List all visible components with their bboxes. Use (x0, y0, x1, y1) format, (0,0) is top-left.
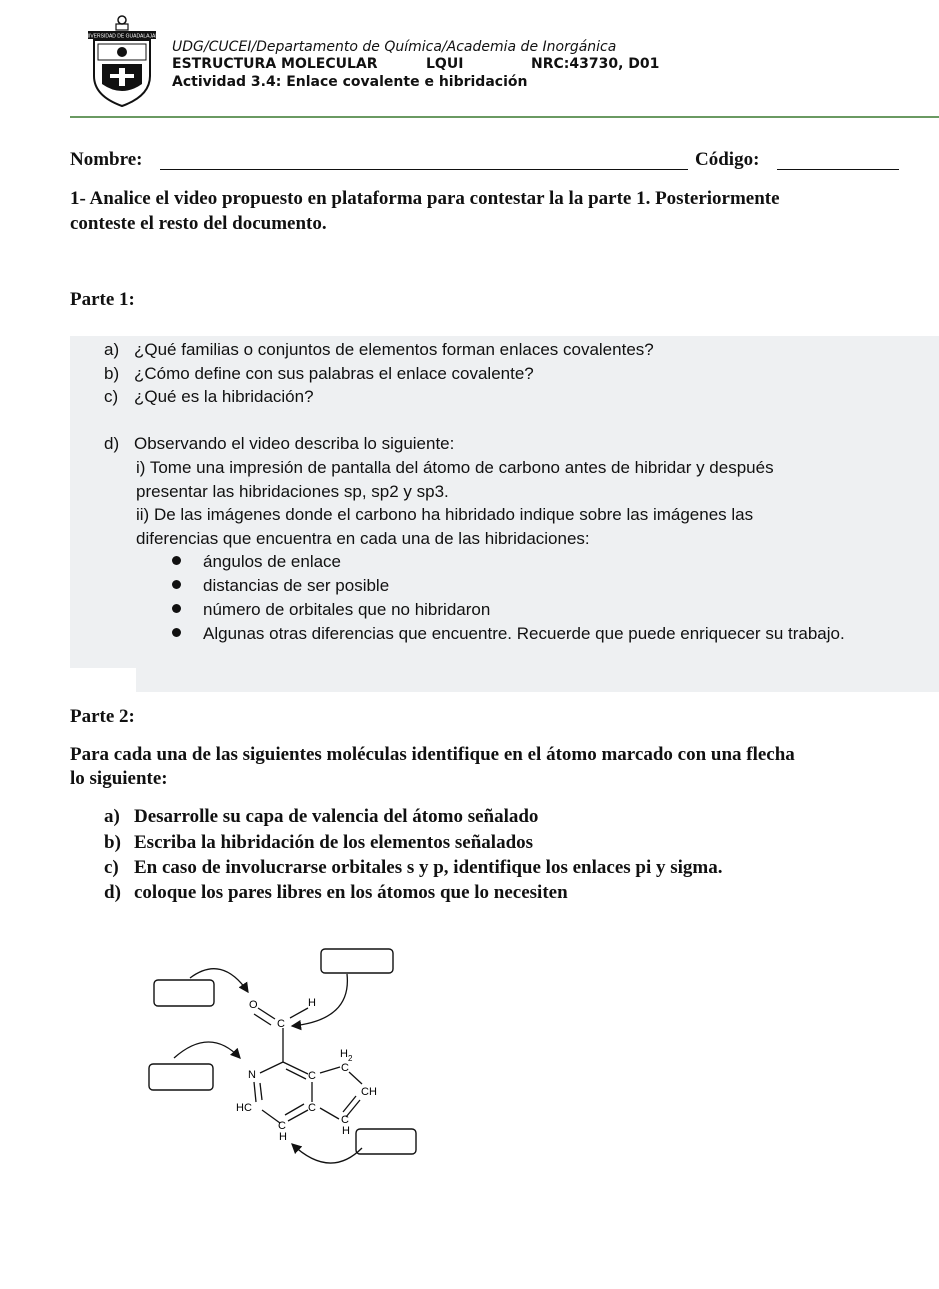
question-d-i-line-2: presentar las hibridaciones sp, sp2 y sp3. (136, 482, 449, 501)
instruction-line-1: 1- Analice el video propuesto en plataforma para contestar la la parte 1. Posteriormente (70, 188, 780, 209)
header-activity: Actividad 3.4: Enlace covalente e hibridación (172, 74, 528, 90)
part2-title: Parte 2: (70, 706, 135, 727)
bullet-icon (172, 580, 181, 589)
atom-bottom-carbon: C (278, 1120, 286, 1132)
bullet-item (172, 574, 389, 598)
part2-item-b-label: b) (104, 832, 121, 853)
bullet-icon (172, 628, 181, 637)
instruction-line-2: conteste el resto del documento. (70, 213, 327, 234)
question-b-text: ¿Cómo define con sus palabras el enlace covalente? (134, 364, 534, 383)
part2-item-a (104, 806, 538, 828)
molecule-diagram (140, 940, 440, 1170)
part2-item-a-text: Desarrolle su capa de valencia del átomo señalado (134, 806, 539, 827)
code-label: Código: (695, 149, 760, 170)
atom-five-ring-hydrogen: H (342, 1125, 350, 1137)
question-d-text: Observando el video describa lo siguiente: (134, 434, 455, 453)
university-logo (81, 14, 163, 108)
bullet-item (172, 622, 845, 646)
part2-item-a-label: a) (104, 806, 120, 827)
bullet-text: ángulos de enlace (203, 552, 342, 571)
part1-highlight-gap2 (70, 644, 939, 668)
bullet-item (172, 598, 490, 622)
answer-box-nitrogen[interactable] (149, 1064, 213, 1090)
question-d-i-line-1: i) Tome una impresión de pantalla del átomo de carbono antes de hibridar y después (136, 458, 774, 477)
question-c (104, 385, 314, 409)
atom-oxygen: O (249, 999, 258, 1011)
question-c-label: c) (104, 387, 119, 406)
bullet-icon (172, 604, 181, 613)
bullet-item (172, 550, 341, 574)
header-course: ESTRUCTURA MOLECULAR (172, 56, 378, 72)
atom-methylene-hydrogen: H (340, 1048, 348, 1060)
question-a-label: a) (104, 340, 120, 359)
answer-box-oxygen[interactable] (154, 980, 214, 1006)
header-program: LQUI (426, 56, 464, 72)
question-c-text: ¿Qué es la hibridación? (134, 387, 314, 406)
question-b-label: b) (104, 364, 120, 383)
atom-aldehyde-hydrogen: H (308, 997, 316, 1009)
part2-item-b (104, 832, 533, 854)
atom-hc: HC (236, 1102, 252, 1114)
question-d (104, 432, 454, 456)
arrow-to-nitrogen (174, 1042, 240, 1058)
answer-box-aldehyde-carbon[interactable] (321, 949, 393, 973)
part2-item-b-text: Escriba la hibridación de los elementos señalados (134, 832, 534, 853)
question-b (104, 362, 534, 386)
code-field[interactable] (777, 150, 899, 170)
part2-item-d (104, 882, 568, 904)
question-d-ii-line-2: diferencias que encuentra en cada una de las hibridaciones: (136, 529, 590, 548)
header-nrc: NRC:43730, D01 (531, 56, 660, 72)
question-d-ii-line-1: ii) De las imágenes donde el carbono ha hibridado indique sobre las imágenes las (136, 505, 754, 524)
arrow-to-aldehyde-carbon (292, 974, 347, 1026)
bullet-icon (172, 556, 181, 565)
atom-nitrogen: N (248, 1069, 256, 1081)
part2-item-d-text: coloque los pares libres en los átomos que lo necesiten (134, 882, 568, 903)
name-field[interactable] (160, 150, 688, 170)
part2-item-c (104, 857, 723, 879)
bullet-text: distancias de ser posible (203, 576, 390, 595)
part2-intro-line-1: Para cada una de las siguientes moléculas identifique en el átomo marcado con una flecha (70, 744, 795, 765)
question-d-label: d) (104, 434, 120, 453)
logo-graphic (81, 14, 163, 108)
part1-title: Parte 1: (70, 289, 135, 310)
part2-item-c-label: c) (104, 857, 119, 878)
part1-highlight-tail (136, 668, 939, 692)
logo-text: UNIVERSIDAD DE GUADALAJARA (81, 33, 163, 40)
atom-ch: CH (361, 1086, 377, 1098)
part1-highlight-gap (70, 406, 939, 432)
name-label: Nombre: (70, 149, 143, 170)
header-institution: UDG/CUCEI/Departamento de Química/Academia de Inorgánica (172, 39, 617, 55)
arrow-to-bottom-carbon (292, 1144, 362, 1163)
atom-five-ring-carbon: C (341, 1114, 349, 1126)
atom-methylene-subscript: 2 (348, 1054, 353, 1063)
bullet-text: número de orbitales que no hibridaron (203, 600, 491, 619)
question-a-text: ¿Qué familias o conjuntos de elementos forman enlaces covalentes? (134, 340, 654, 359)
answer-box-bottom-carbon[interactable] (356, 1129, 416, 1154)
header-divider (70, 116, 939, 118)
part2-item-d-label: d) (104, 882, 121, 903)
atom-aldehyde-carbon: C (277, 1018, 285, 1030)
atom-bottom-hydrogen: H (279, 1131, 287, 1143)
part2-intro-line-2: lo siguiente: (70, 768, 168, 789)
atom-ring-carbon: C (308, 1070, 316, 1082)
atom-methylene-carbon: C (341, 1062, 349, 1074)
atom-fused-carbon: C (308, 1102, 316, 1114)
part2-item-c-text: En caso de involucrarse orbitales s y p, identifique los enlaces pi y sigma. (134, 857, 723, 878)
bullet-text: Algunas otras diferencias que encuentre. Recuerde que puede enriquecer su trabajo. (203, 624, 845, 643)
question-a (104, 338, 654, 362)
